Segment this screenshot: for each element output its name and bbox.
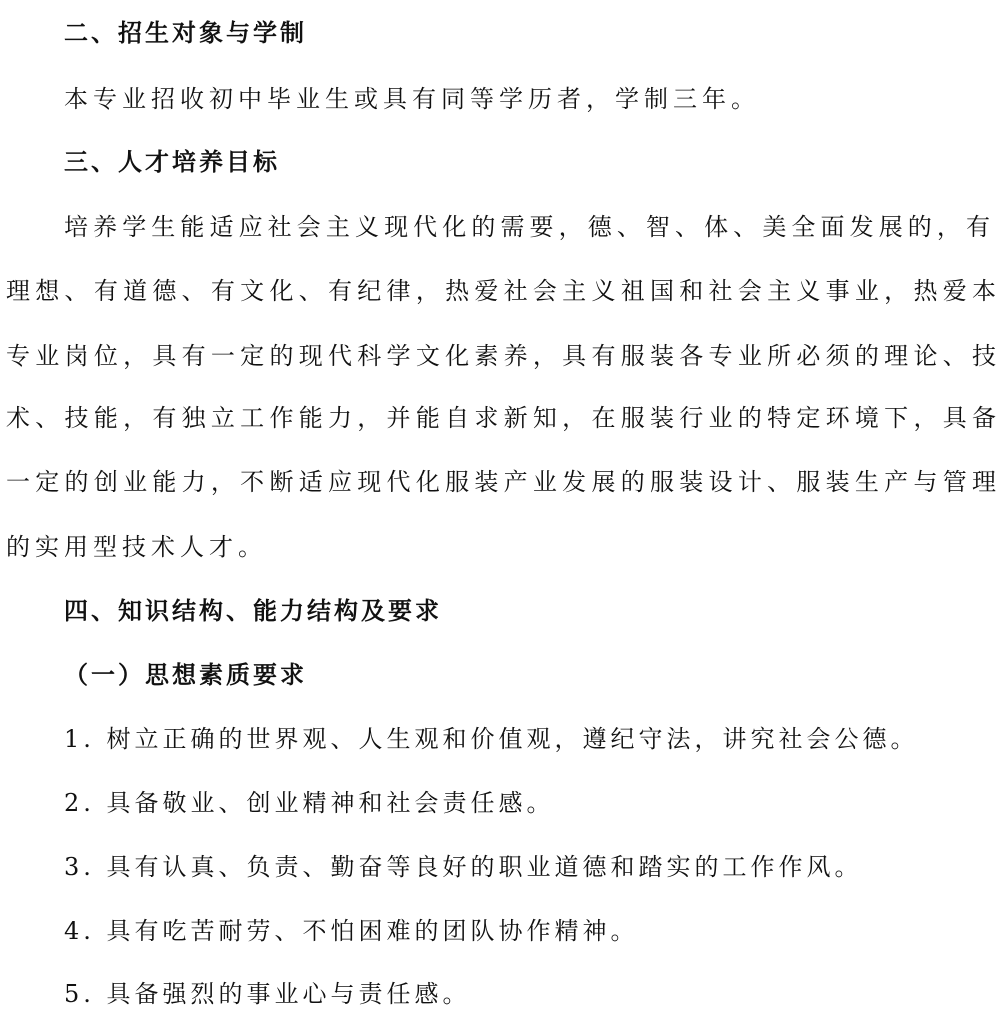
- requirement-item: 5. 具备强烈的事业心与责任感。: [64, 980, 471, 1008]
- paragraph-line: 术、技能，有独立工作能力，并能自求新知，在服装行业的特定环境下，具备: [6, 404, 996, 432]
- enrollment-text: 本专业招收初中毕业生或具有同等学历者，学制三年。: [64, 85, 760, 113]
- requirement-item: 3. 具有认真、负责、勤奋等良好的职业道德和踏实的工作作风。: [64, 853, 863, 881]
- section-heading-enrollment: 二、招生对象与学制: [64, 19, 307, 47]
- paragraph-line: 培养学生能适应社会主义现代化的需要，德、智、体、美全面发展的，有: [64, 213, 990, 241]
- paragraph-line: 专业岗位，具有一定的现代科学文化素养，具有服装各专业所必须的理论、技: [6, 342, 996, 370]
- requirement-item: 1. 树立正确的世界观、人生观和价值观，遵纪守法，讲究社会公德。: [64, 725, 919, 753]
- paragraph-line: 的实用型技术人才。: [6, 533, 267, 561]
- subsection-heading-ideology: （一）思想素质要求: [64, 661, 307, 689]
- paragraph-line: 理想、有道德、有文化、有纪律，热爱社会主义祖国和社会主义事业，热爱本: [6, 277, 996, 305]
- requirement-item: 2. 具备敬业、创业精神和社会责任感。: [64, 789, 555, 817]
- section-heading-training-goal: 三、人才培养目标: [64, 148, 280, 176]
- requirement-item: 4. 具有吃苦耐劳、不怕困难的团队协作精神。: [64, 917, 639, 945]
- section-heading-knowledge-structure: 四、知识结构、能力结构及要求: [64, 597, 442, 625]
- paragraph-line: 一定的创业能力，不断适应现代化服装产业发展的服装设计、服装生产与管理: [6, 468, 996, 496]
